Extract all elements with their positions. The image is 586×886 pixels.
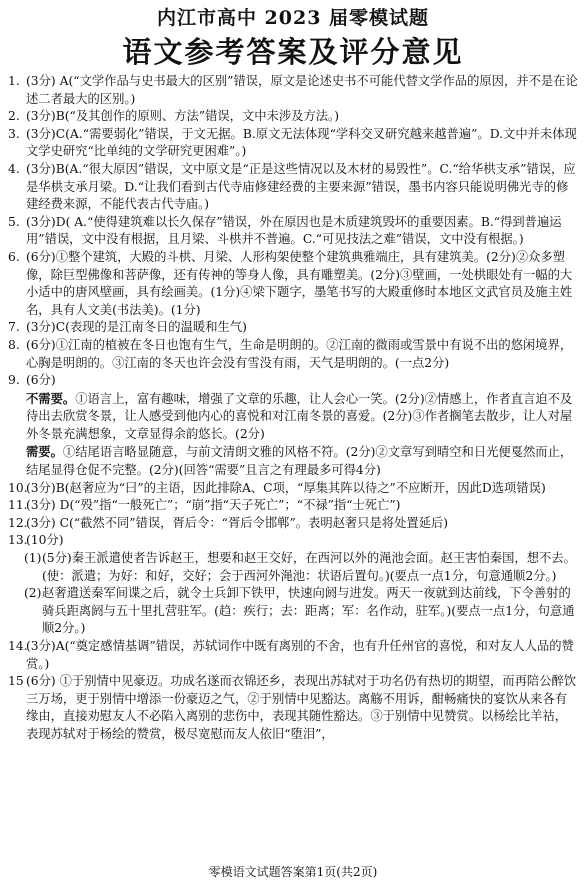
option-text: ①结尾语言略显随意，与前文清朗文雅的风格不符。(2分)②文章写到晴空和日光便戛然而止，结尾显得仓促不完整。(2分)(回答“需要”且言之有理最多可得4分) <box>26 445 573 478</box>
answer-item-10 <box>8 480 578 498</box>
answer-item-3 <box>8 126 578 161</box>
answer-item-9 <box>8 372 578 390</box>
answer-item-5 <box>8 214 578 249</box>
answer-number: 13. <box>8 533 28 548</box>
answer-text: (6分)①整个建筑，大殿的斗栱、月梁、人形构架使整个建筑典雅端庄，具有建筑美。(2分)②众多塑像，除巨型佛像和菩萨像，还有传神的等身人像，具有雕塑美。(2分)③壁画，一处栱眼处有一幅的大小适中的唐风壁画，具有绘画美。(1分)④梁下题字，墨笔书写的大殿重修时本地区文武官员及施主姓名，具有人文美(书法美)。(1分) <box>26 249 573 317</box>
answer-item-7 <box>8 319 578 337</box>
answer-text: (6分) ①于别情中见豪迈。功成名遂而衣锦还乡，表现出苏轼对于功名仍有热切的期望，而再陪公醉饮三万场，更于别情中增添一份豪迈之气，②于别情中见豁达。离觞不用诉，酣畅痛快的宴饮从来各有缘由，直接劝慰友人不必陷入离别的悲伤中，表现其随性豁达。③于别情中见赞赏。以杨绘比羊祜，表现苏轼对于杨绘的赞赏，极尽宽慰而友人依旧“堕泪”， <box>26 674 577 741</box>
answer-number: 2. <box>8 109 20 124</box>
answer-body <box>8 73 578 744</box>
answer-13-sub-2 <box>8 585 578 638</box>
answer-text: (3分) C(“截然不同”错误，胥后令：“胥后令邯郸”。表明赵奢只是将处置延后) <box>26 515 449 530</box>
answer-text: (10分) <box>26 533 64 548</box>
answer-number: 3. <box>8 126 20 141</box>
answer-item-8 <box>8 337 578 372</box>
answer-text: (3分) D(“殁”指“一般死亡”；“崩”指“天子死亡”；“不禄”指“士死亡”) <box>26 498 401 513</box>
answer-item-11 <box>8 497 578 515</box>
answer-item-15 <box>8 673 578 743</box>
option-label: 不需要。 <box>26 390 76 406</box>
answer-text: (3分)B(赵奢应为“曰”的主语，因此排除A、C项，“厚集其阵以待之”不应断开，因此D选项错误) <box>26 480 546 495</box>
answer-item-1 <box>8 73 578 108</box>
answer-number: 1. <box>8 74 20 88</box>
answer-item-13 <box>8 532 578 550</box>
answer-text: (3分) A(“文学作品与史书最大的区别”错误，原文是论述史书不可能代替文学作品的原因，并不是在论述二者最大的区别。) <box>26 74 578 106</box>
page-footer: 零模语文试题答案第1页(共2页) <box>208 865 378 879</box>
answer-text: (3分)B(“及其创作的原则、方法”错误，文中未涉及方法。) <box>26 109 340 124</box>
answer-text: (6分)①江南的植被在冬日也饱有生气，生命是明朗的。②江南的微雨或雪景中有说不出的悠闲境界，心胸是明朗的。③江南的冬天也许会没有雪没有雨，天气是明朗的。(一点2分) <box>26 337 573 370</box>
answer-text: (3分)C(表现的是江南冬日的温暖和生气) <box>26 320 247 335</box>
option-label: 需要。 <box>26 444 63 460</box>
answer-13-sub-1 <box>8 550 578 585</box>
answer-item-12 <box>8 515 578 533</box>
sub-number: (2) <box>24 586 42 601</box>
answer-number: 11. <box>8 498 28 513</box>
answer-number: 5. <box>8 214 20 229</box>
answer-number: 7. <box>8 320 20 335</box>
answer-text: (3分)D( A.“使得建筑难以长久保存”错误，外在原因也是木质建筑毁坏的重要因素。B.“得到普遍运用”错误，文中没有根据，且月梁、斗栱并不普遍。C.“可见技法之难”错误，文中没有根据。) <box>26 214 562 247</box>
sub-text: 赵奢遣送秦军间谍之后，就令士兵卸下铁甲，快速向阏与进发。两天一夜就到达前线，下令善射的骑兵距离阏与五十里扎营驻军。(趋：疾行；去：距离；军：名作动，驻军。)(要点一点1分，句意通顺2分。) <box>42 586 575 636</box>
answer-number: 14. <box>8 639 28 653</box>
option-text: ①语言上，富有趣味，增强了文章的乐趣，让人会心一笑。(2分)②情感上，作者直言迫不及待出去欣赏冬景，让人感受到他内心的喜悦和对江南冬景的喜爱。(2分)③作者搁笔去散步，让人对屋外冬景充满想象，文章显得余韵悠长。(2分) <box>26 391 573 441</box>
answer-number: 10. <box>8 480 28 495</box>
answer-text: (3分)B(A.“很大原因”错误，文中原文是“正是这些情况以及木材的易毁性”。C.“给华栱支承”错误，应是华栱支承月梁。D.“让我们看到古代寺庙修建经费的主要来源”错误，墨书内容只能说明佛光寺的修建经费来源，不能代表古代寺庙。) <box>26 161 576 212</box>
answer-number: 15 <box>8 674 24 689</box>
answer-number: 8. <box>8 337 20 352</box>
exam-title: 内江市高中 2023 届零模试题 <box>156 7 430 29</box>
answer-item-2 <box>8 108 578 126</box>
answer-number: 12. <box>8 515 28 530</box>
answer-9-option-yes <box>8 443 578 479</box>
answer-number: 9. <box>8 373 20 388</box>
answer-9-option-no <box>8 390 578 444</box>
answer-number: 6. <box>8 249 20 264</box>
sub-text: (5分)秦王派遣使者告诉赵王，想要和赵王交好，在西河以外的渑池会面。赵王害怕秦国，想不去。(使：派遣；为好：和好，交好；会于西河外渑池：状语后置句。)(要点一点1分，句意通顺2分。) <box>42 551 576 583</box>
answer-item-14 <box>8 638 578 673</box>
answer-text: (3分)A(“奠定感情基调”错误，苏轼词作中既有离别的不舍，也有升任州官的喜悦，和对友人人品的赞赏。) <box>26 639 574 671</box>
answer-number: 4. <box>8 161 20 176</box>
answer-item-6 <box>8 249 578 319</box>
answer-text: (3分)C(A.“需要弱化”错误，于文无据。B.原文无法体现“学科交叉研究越来越普遍”。D.文中并未体现文学史研究“比单纯的文学研究更困难”。) <box>26 126 577 159</box>
sub-number: (1) <box>24 551 42 566</box>
document-title: 语文参考答案及评分意见 <box>122 35 464 69</box>
answer-text: (6分) <box>26 373 56 388</box>
answer-item-4 <box>8 161 578 214</box>
